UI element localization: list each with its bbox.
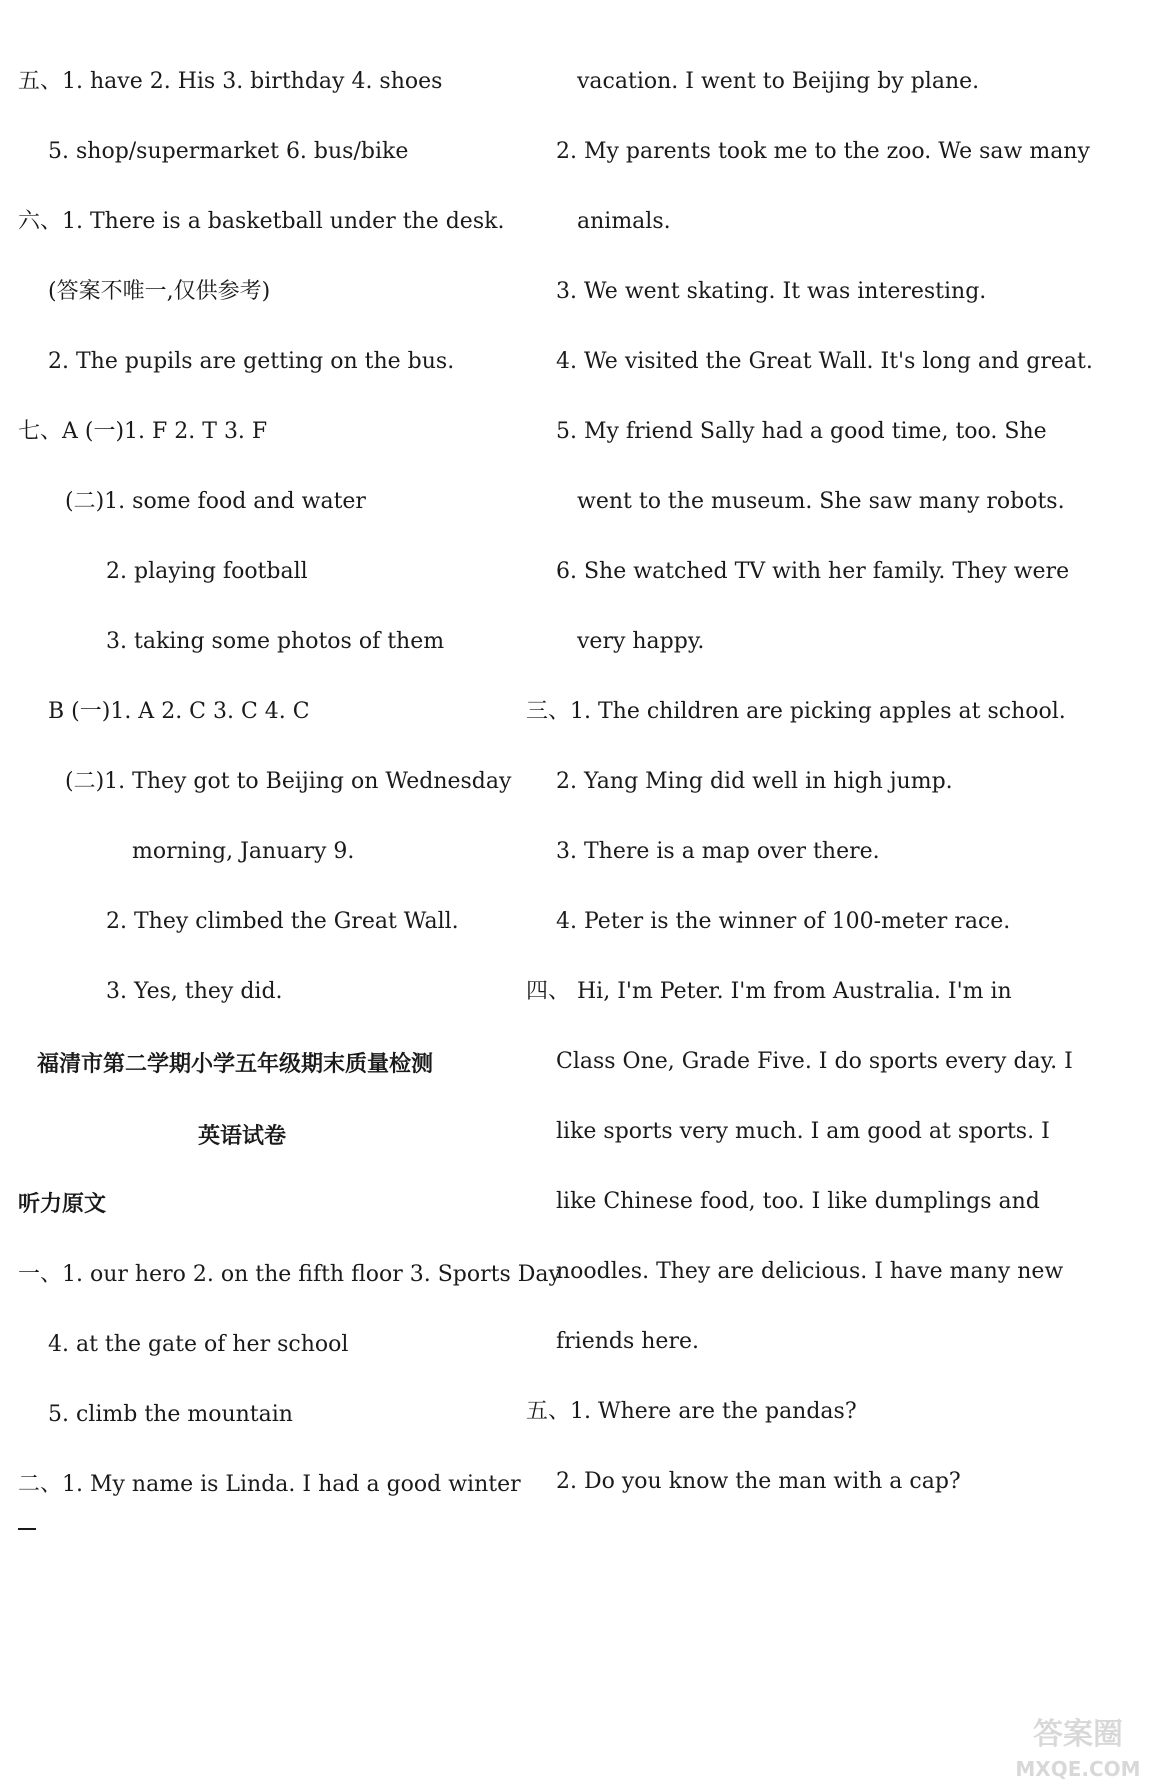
exam-subtitle: 英语试卷 <box>198 1124 287 1149</box>
right-line-18: noodles. They are delicious. I have many new <box>556 1259 1064 1284</box>
watermark-line2: MXQE.COM <box>1015 1757 1141 1781</box>
left-line-17: 5. climb the mountain <box>48 1402 293 1427</box>
right-line-6: 5. My friend Sally had a good time, too. She <box>556 419 1047 444</box>
left-line-10: B (一)1. A 2. C 3. C 4. C <box>48 699 310 724</box>
left-line-13: 2. They climbed the Great Wall. <box>106 909 459 934</box>
left-line-15: 一、1. our hero 2. on the fifth floor 3. Sports Day <box>18 1262 561 1287</box>
right-line-2: 2. My parents took me to the zoo. We saw many <box>556 139 1090 164</box>
right-line-11: 2. Yang Ming did well in high jump. <box>556 769 953 794</box>
right-line-12: 3. There is a map over there. <box>556 839 880 864</box>
right-line-13: 4. Peter is the winner of 100-meter race. <box>556 909 1011 934</box>
left-line-16: 4. at the gate of her school <box>48 1332 349 1357</box>
right-line-9: very happy. <box>577 629 705 654</box>
right-line-1: vacation. I went to Beijing by plane. <box>577 69 980 94</box>
left-line-2: 5. shop/supermarket 6. bus/bike <box>48 139 409 164</box>
right-line-14: 四、 Hi, I'm Peter. I'm from Australia. I'm in <box>526 979 1012 1004</box>
right-line-7: went to the museum. She saw many robots. <box>577 489 1065 514</box>
footer-dash <box>18 1528 36 1530</box>
right-line-10: 三、1. The children are picking apples at school. <box>526 699 1066 724</box>
left-line-18: 二、1. My name is Linda. I had a good winter <box>18 1472 521 1497</box>
watermark-line1: 答案圈 <box>1033 1717 1123 1752</box>
left-line-9: 3. taking some photos of them <box>106 629 445 654</box>
right-line-15: Class One, Grade Five. I do sports every day. I <box>556 1049 1073 1074</box>
section-heading-listening: 听力原文 <box>18 1192 107 1217</box>
left-line-11: (二)1. They got to Beijing on Wednesday <box>65 769 512 794</box>
right-line-20: 五、1. Where are the pandas? <box>526 1399 857 1424</box>
left-line-12: morning, January 9. <box>132 839 355 864</box>
left-line-14: 3. Yes, they did. <box>106 979 283 1004</box>
watermark-logo <box>1003 1706 1153 1786</box>
right-line-17: like Chinese food, too. I like dumplings and <box>556 1189 1040 1214</box>
right-line-8: 6. She watched TV with her family. They were <box>556 559 1070 584</box>
left-line-6: 七、A (一)1. F 2. T 3. F <box>18 419 268 444</box>
left-line-7: (二)1. some food and water <box>65 489 366 514</box>
left-line-5: 2. The pupils are getting on the bus. <box>48 349 455 374</box>
right-line-4: 3. We went skating. It was interesting. <box>556 279 987 304</box>
right-line-21: 2. Do you know the man with a cap? <box>556 1469 961 1494</box>
left-line-4: (答案不唯一,仅供参考) <box>48 279 271 304</box>
left-line-1: 五、1. have 2. His 3. birthday 4. shoes <box>18 69 443 94</box>
exam-title: 福清市第二学期小学五年级期末质量检测 <box>37 1052 434 1077</box>
right-line-3: animals. <box>577 209 671 234</box>
right-line-5: 4. We visited the Great Wall. It's long and great. <box>556 349 1093 374</box>
left-line-3: 六、1. There is a basketball under the desk. <box>18 209 505 234</box>
left-line-8: 2. playing football <box>106 559 308 584</box>
right-line-16: like sports very much. I am good at sports. I <box>556 1119 1050 1144</box>
right-line-19: friends here. <box>556 1329 699 1354</box>
